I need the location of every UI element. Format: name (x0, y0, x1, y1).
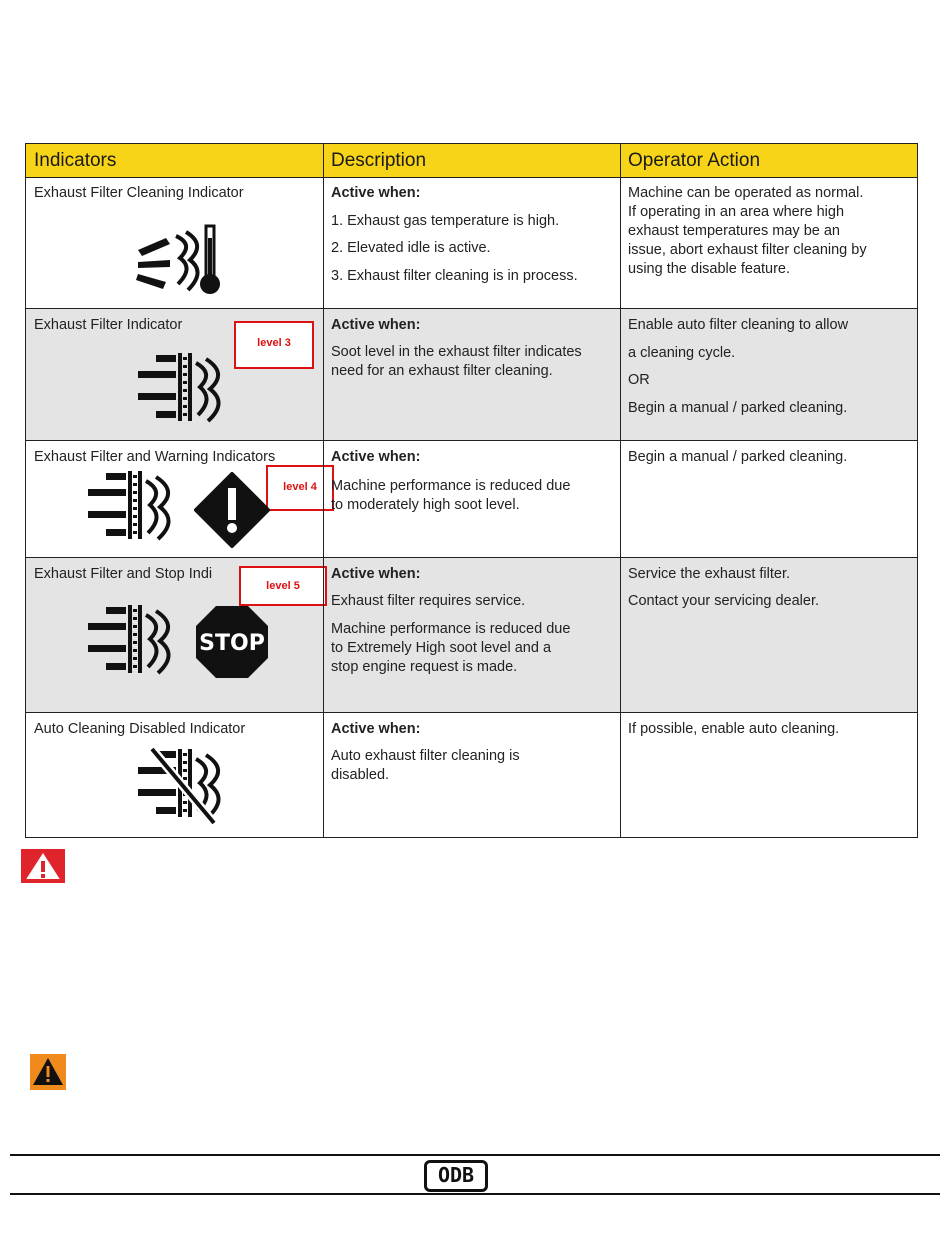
action-line: Begin a manual / parked cleaning. (628, 449, 848, 465)
column-divider (620, 144, 621, 837)
stop-octagon-icon (194, 604, 270, 680)
action-line: If operating in an area where high (628, 204, 845, 220)
action-line: exhaust temperatures may be an (628, 223, 840, 239)
table-row (26, 309, 917, 441)
description-line: 2. Elevated idle is active. (331, 240, 491, 256)
action-line: issue, abort exhaust filter cleaning by (628, 242, 867, 258)
header-operator-action (620, 144, 917, 178)
indicator-name: Exhaust Filter and Stop Indi (34, 566, 213, 582)
active-when-label: Active when: (331, 566, 421, 582)
level-badge: level 4 (266, 465, 334, 511)
warning-diamond-icon (192, 472, 272, 552)
description-line: need for an exhaust filter cleaning. (331, 363, 553, 379)
header-label: Indicators (34, 150, 117, 171)
active-when-label: Active when: (331, 721, 421, 737)
active-when-label: Active when: (331, 185, 421, 201)
stop-label: STOP (199, 631, 265, 656)
indicator-name: Auto Cleaning Disabled Indicator (34, 721, 246, 737)
description-line: Machine performance is reduced due (331, 621, 571, 637)
description-line: to moderately high soot level. (331, 497, 520, 513)
description-line: Soot level in the exhaust filter indicates (331, 344, 582, 360)
exhaust-filter-icon (138, 353, 228, 433)
exhaust-filter-icon (88, 605, 178, 685)
exhaust-filter-disabled-icon (138, 749, 228, 829)
logo-text: ODB (437, 1163, 475, 1187)
active-when-label: Active when: (331, 317, 421, 333)
column-divider (323, 144, 324, 837)
indicator-table (25, 143, 918, 838)
action-line: Machine can be operated as normal. (628, 185, 864, 201)
footer-rule-bottom (10, 1193, 940, 1195)
action-line: OR (628, 372, 650, 388)
indicator-name: Exhaust Filter Cleaning Indicator (34, 185, 244, 201)
description-line: Machine performance is reduced due (331, 478, 571, 494)
table-row (26, 441, 917, 558)
exhaust-filter-icon (88, 471, 178, 551)
table-row (26, 178, 917, 309)
action-line: a cleaning cycle. (628, 345, 736, 361)
description-line: 1. Exhaust gas temperature is high. (331, 213, 560, 229)
table-row (26, 558, 917, 713)
header-description (323, 144, 620, 178)
danger-warning-icon (21, 849, 65, 883)
description-line: Exhaust filter requires service. (331, 593, 526, 609)
description-line: to Extremely High soot level and a (331, 640, 552, 656)
action-line: Enable auto filter cleaning to allow (628, 317, 849, 333)
indicator-name: Exhaust Filter Indicator (34, 317, 183, 333)
description-line: disabled. (331, 767, 390, 783)
header-label: Description (331, 150, 427, 171)
indicator-name: Exhaust Filter and Warning Indicators (34, 449, 276, 465)
active-when-label: Active when: (331, 449, 421, 465)
action-line: using the disable feature. (628, 261, 791, 277)
description-line: Auto exhaust filter cleaning is (331, 748, 520, 764)
footer-rule-top (10, 1154, 940, 1156)
action-line: Service the exhaust filter. (628, 566, 790, 582)
description-line: stop engine request is made. (331, 659, 518, 675)
header-label: Operator Action (628, 150, 761, 171)
level-badge: level 3 (234, 321, 314, 369)
level-badge: level 5 (239, 566, 327, 606)
table-row (26, 713, 917, 837)
caution-warning-icon (30, 1054, 66, 1090)
action-line: Contact your servicing dealer. (628, 593, 820, 609)
exhaust-temperature-icon (136, 222, 226, 302)
odb-logo (424, 1160, 488, 1192)
action-line: Begin a manual / parked cleaning. (628, 400, 848, 416)
header-indicators (26, 144, 323, 178)
description-line: 3. Exhaust filter cleaning is in process. (331, 268, 578, 284)
action-line: If possible, enable auto cleaning. (628, 721, 840, 737)
